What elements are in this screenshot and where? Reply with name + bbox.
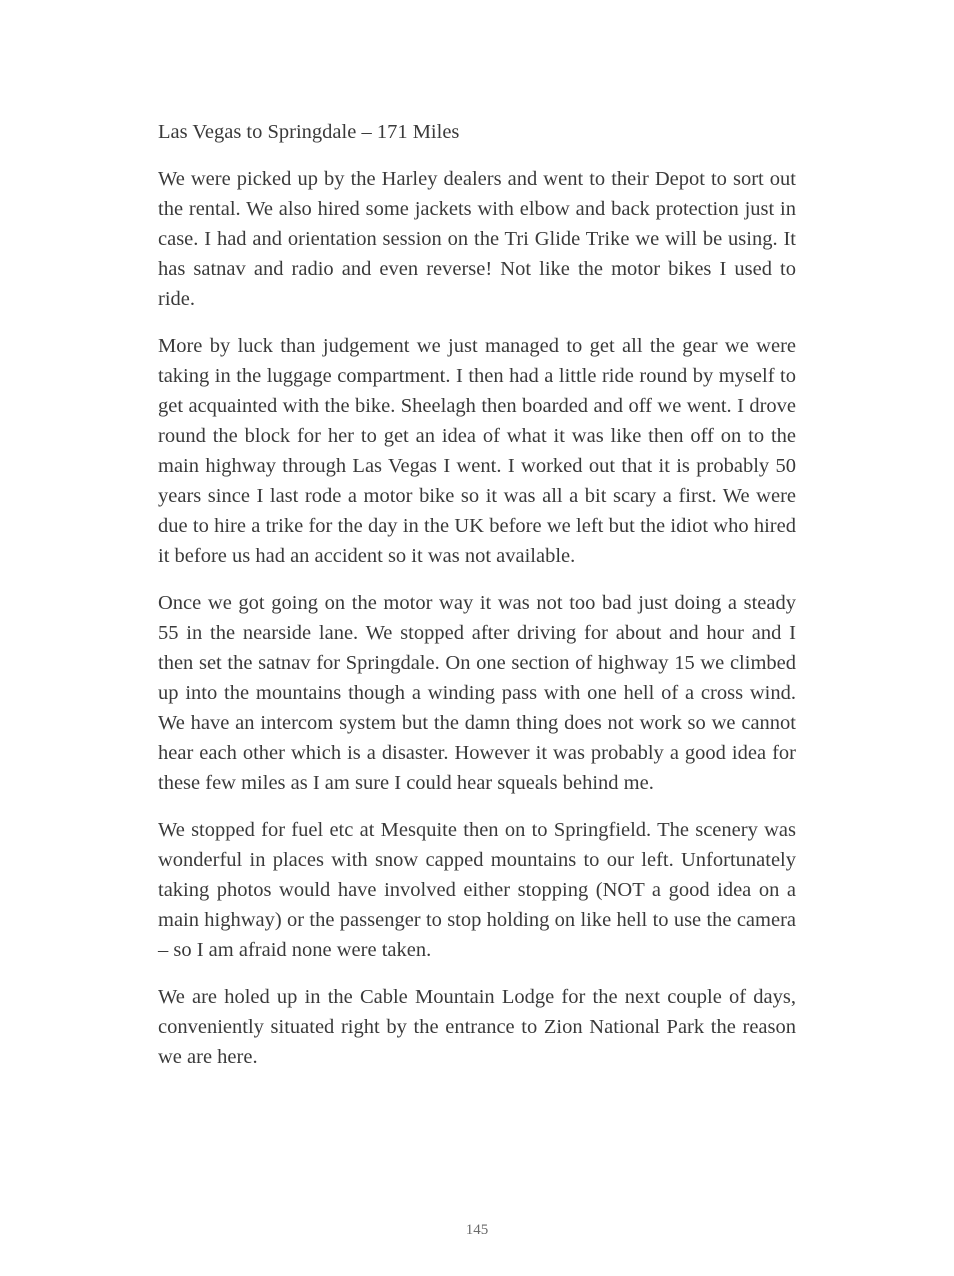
paragraph: We are holed up in the Cable Mountain Lodge for the next couple of days, conveniently situated right by the entrance to Zion National Park the reason we are here. xyxy=(158,986,796,1068)
section-heading: Las Vegas to Springdale – 171 Miles xyxy=(158,121,460,143)
page-number: 145 xyxy=(465,1222,489,1238)
paragraph: We were picked up by the Harley dealers and went to their Depot to sort out the rental. We also hired some jackets with elbow and back protection just in case. I had and orientation session on the Tri Glide Trike we will be using. It has satnav and radio and even reverse! Not like the motor bikes I used to ride. xyxy=(158,168,796,310)
paragraph: More by luck than judgement we just managed to get all the gear we were taking in the luggage compartment. I then had a little ride round by myself to get acquainted with the bike. Sheelagh then boarded and off we went. I drove round the block for her to get an idea of what it was like then off on to the main highway through Las Vegas I went. I worked out that it is probably 50 years since I last rode a motor bike so it was all a bit scary a first. We were due to hire a trike for the day in the UK before we left but the idiot who hired it before us had an accident so it was not available. xyxy=(158,335,796,567)
paragraph: We stopped for fuel etc at Mesquite then on to Springfield. The scenery was wonderful in places with snow capped mountains to our left. Unfortunately taking photos would have involved either stopping (NOT a good idea on a main highway) or the passenger to stop holding on like hell to use the camera – so I am afraid none were taken. xyxy=(158,819,796,961)
page-body xyxy=(158,117,796,1089)
paragraph: Once we got going on the motor way it was not too bad just doing a steady 55 in the nearside lane. We stopped after driving for about and hour and I then set the satnav for Springdale. On one section of highway 15 we climbed up into the mountains though a winding pass with one hell of a cross wind. We have an intercom system but the damn thing does not work so we cannot hear each other which is a disaster. However it was probably a good idea for these few miles as I am sure I could hear squeals behind me. xyxy=(158,592,796,794)
